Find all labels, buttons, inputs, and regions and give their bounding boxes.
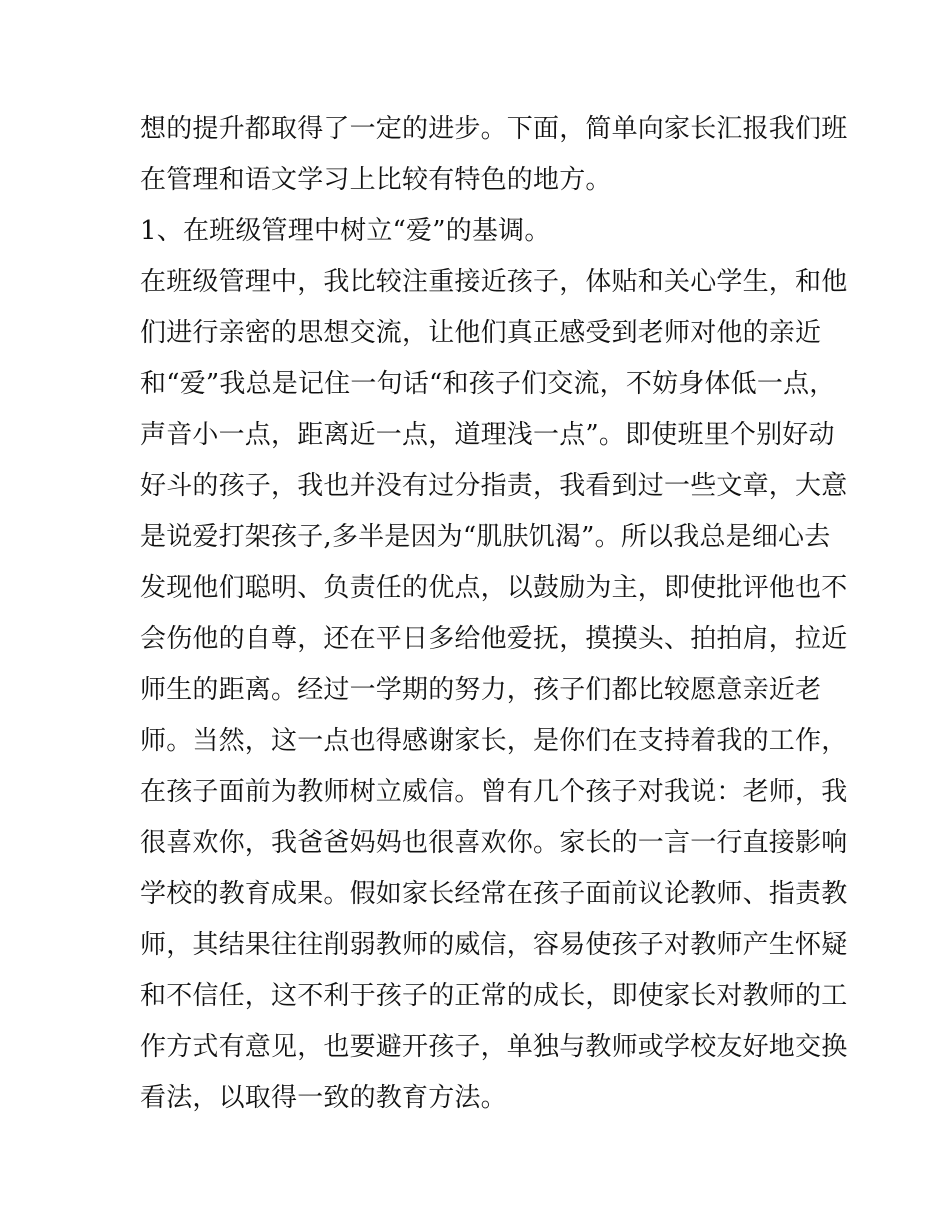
text-line: 和“爱”我总是记住一句话“和孩子们交流，不妨身体低一点， <box>140 369 836 399</box>
text-line: 师。当然，这一点也得感谢家长，是你们在支持着我的工作， <box>140 726 848 756</box>
document-body <box>140 104 848 1124</box>
text-line: 看法，以取得一致的教育方法。 <box>140 1083 507 1113</box>
text-line: 会伤他的自尊，还在平日多给他爱抚，摸摸头、拍拍肩，拉近 <box>140 624 848 654</box>
text-line: 很喜欢你，我爸爸妈妈也很喜欢你。家长的一言一行直接影响 <box>140 828 848 858</box>
text-line: 想的提升都取得了一定的进步。下面，简单向家长汇报我们班 <box>140 114 848 144</box>
section-heading: 1、在班级管理中树立“爱”的基调。 <box>140 216 551 246</box>
text-line: 们进行亲密的思想交流，让他们真正感受到老师对他的亲近 <box>140 318 822 348</box>
text-line: 学校的教育成果。假如家长经常在孩子面前议论教师、指责教 <box>140 879 848 909</box>
text-line: 在孩子面前为教师树立威信。曾有几个孩子对我说：老师，我 <box>140 777 848 807</box>
text-line: 师生的距离。经过一学期的努力，孩子们都比较愿意亲近老 <box>140 675 822 705</box>
text-line: 好斗的孩子，我也并没有过分指责，我看到过一些文章，大意 <box>140 471 848 501</box>
text-line: 在班级管理中，我比较注重接近孩子，体贴和关心学生，和他 <box>140 267 848 297</box>
text-line: 师，其结果往往削弱教师的威信，容易使孩子对教师产生怀疑 <box>140 930 848 960</box>
text-line: 和不信任，这不利于孩子的正常的成长，即使家长对教师的工 <box>140 981 848 1011</box>
text-line: 发现他们聪明、负责任的优点，以鼓励为主，即使批评他也不 <box>140 573 848 603</box>
text-line: 在管理和语文学习上比较有特色的地方。 <box>140 165 612 195</box>
text-line: 作方式有意见，也要避开孩子，单独与教师或学校友好地交换 <box>140 1032 848 1062</box>
text-line: 是说爱打架孩子,多半是因为“肌肤饥渴”。所以我总是细心去 <box>140 522 831 552</box>
text-line: 声音小一点，距离近一点，道理浅一点”。即使班里个别好动 <box>140 420 835 450</box>
